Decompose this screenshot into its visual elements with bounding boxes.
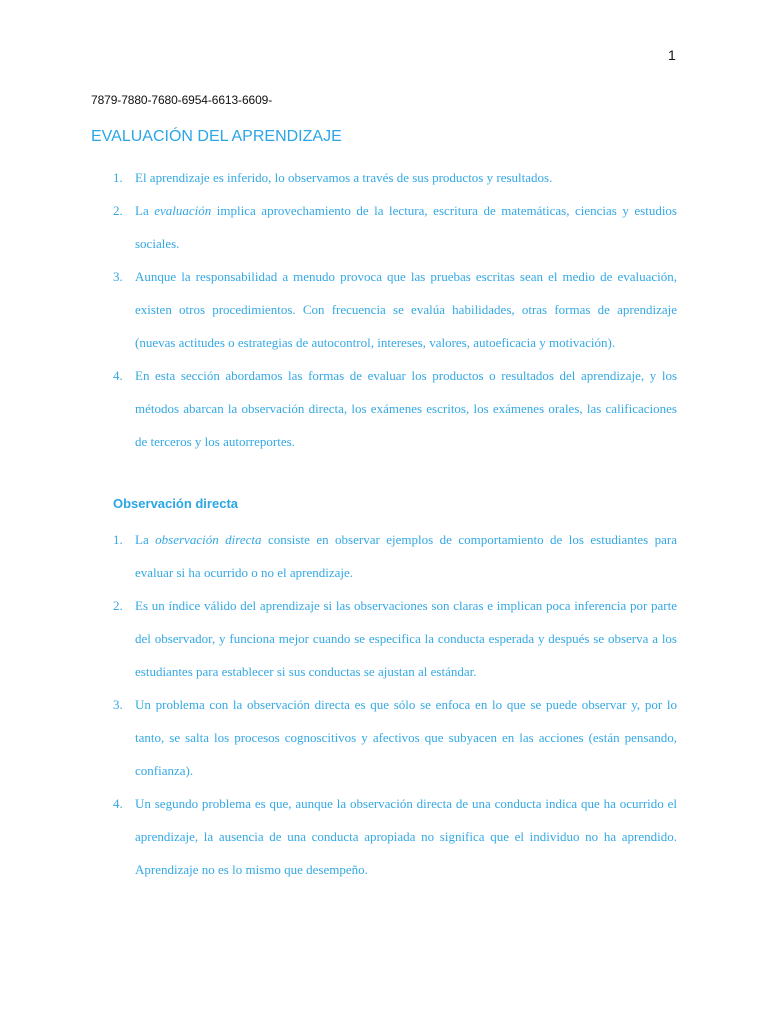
section-heading: Observación directa bbox=[113, 496, 238, 511]
list-item-number: 2. bbox=[113, 203, 123, 218]
page-number: 1 bbox=[668, 47, 676, 63]
list-item bbox=[113, 161, 677, 194]
list-item-text: En esta sección abordamos las formas de evaluar los productos o resultados del aprendizaje, y los métodos abarcan la observación directa, los exámenes escritos, los exámenes orales, las calificaciones de terceros y los autorreportes. bbox=[135, 368, 677, 449]
list-item bbox=[113, 523, 677, 589]
list-item-number: 1. bbox=[113, 170, 123, 185]
list-item-number: 3. bbox=[113, 697, 123, 712]
list-item-text: Aunque la responsabilidad a menudo provoca que las pruebas escritas sean el medio de evaluación, existen otros procedimientos. Con frecuencia se evalúa habilidades, otras formas de aprendizaje (nuevas actitudes o estrategias de autocontrol, intereses, valores, autoeficacia y motivación). bbox=[135, 269, 677, 350]
list-item-text-after: implica aprovechamiento de la lectura, escritura de matemáticas, ciencias y estudios sociales. bbox=[135, 203, 677, 251]
list-item bbox=[113, 260, 677, 359]
list-item-number: 1. bbox=[113, 532, 123, 547]
list-item-number: 4. bbox=[113, 796, 123, 811]
document-code: 7879-7880-7680-6954-6613-6609- bbox=[91, 93, 273, 107]
list-item-text-after: consiste en observar ejemplos de comportamiento de los estudiantes para evaluar si ha ocurrido o no el aprendizaje. bbox=[135, 532, 677, 580]
list-item-emphasis: evaluación bbox=[154, 203, 212, 218]
list-item-number: 3. bbox=[113, 269, 123, 284]
document-title: EVALUACIÓN DEL APRENDIZAJE bbox=[91, 128, 342, 145]
list-item bbox=[113, 688, 677, 787]
list-item bbox=[113, 194, 677, 260]
section2-list bbox=[113, 523, 677, 886]
list-item-emphasis: observación directa bbox=[155, 532, 262, 547]
section1-list bbox=[113, 161, 677, 458]
list-item-text: Un segundo problema es que, aunque la observación directa de una conducta indica que ha ocurrido el aprendizaje, la ausencia de una conducta apropiada no significa que el individuo no ha aprendido. Aprendizaje no es lo mismo que desempeño. bbox=[135, 796, 677, 877]
list-item-text: El aprendizaje es inferido, lo observamos a través de sus productos y resultados. bbox=[135, 170, 553, 185]
list-item bbox=[113, 359, 677, 458]
list-item bbox=[113, 787, 677, 886]
list-item-number: 4. bbox=[113, 368, 123, 383]
list-item-text-before: La bbox=[135, 532, 156, 547]
list-item-number: 2. bbox=[113, 598, 123, 613]
list-item-text: Es un índice válido del aprendizaje si las observaciones son claras e implican poca inferencia por parte del observador, y funciona mejor cuando se especifica la conducta esperada y después se observa a los estudiantes para establecer si sus conductas se ajustan al estándar. bbox=[135, 598, 677, 679]
list-item-text-before: La bbox=[135, 203, 155, 218]
list-item bbox=[113, 589, 677, 688]
list-item-text: Un problema con la observación directa es que sólo se enfoca en lo que se puede observar y, por lo tanto, se salta los procesos cognoscitivos y afectivos que subyacen en las acciones (están pensando, confianza). bbox=[135, 697, 677, 778]
